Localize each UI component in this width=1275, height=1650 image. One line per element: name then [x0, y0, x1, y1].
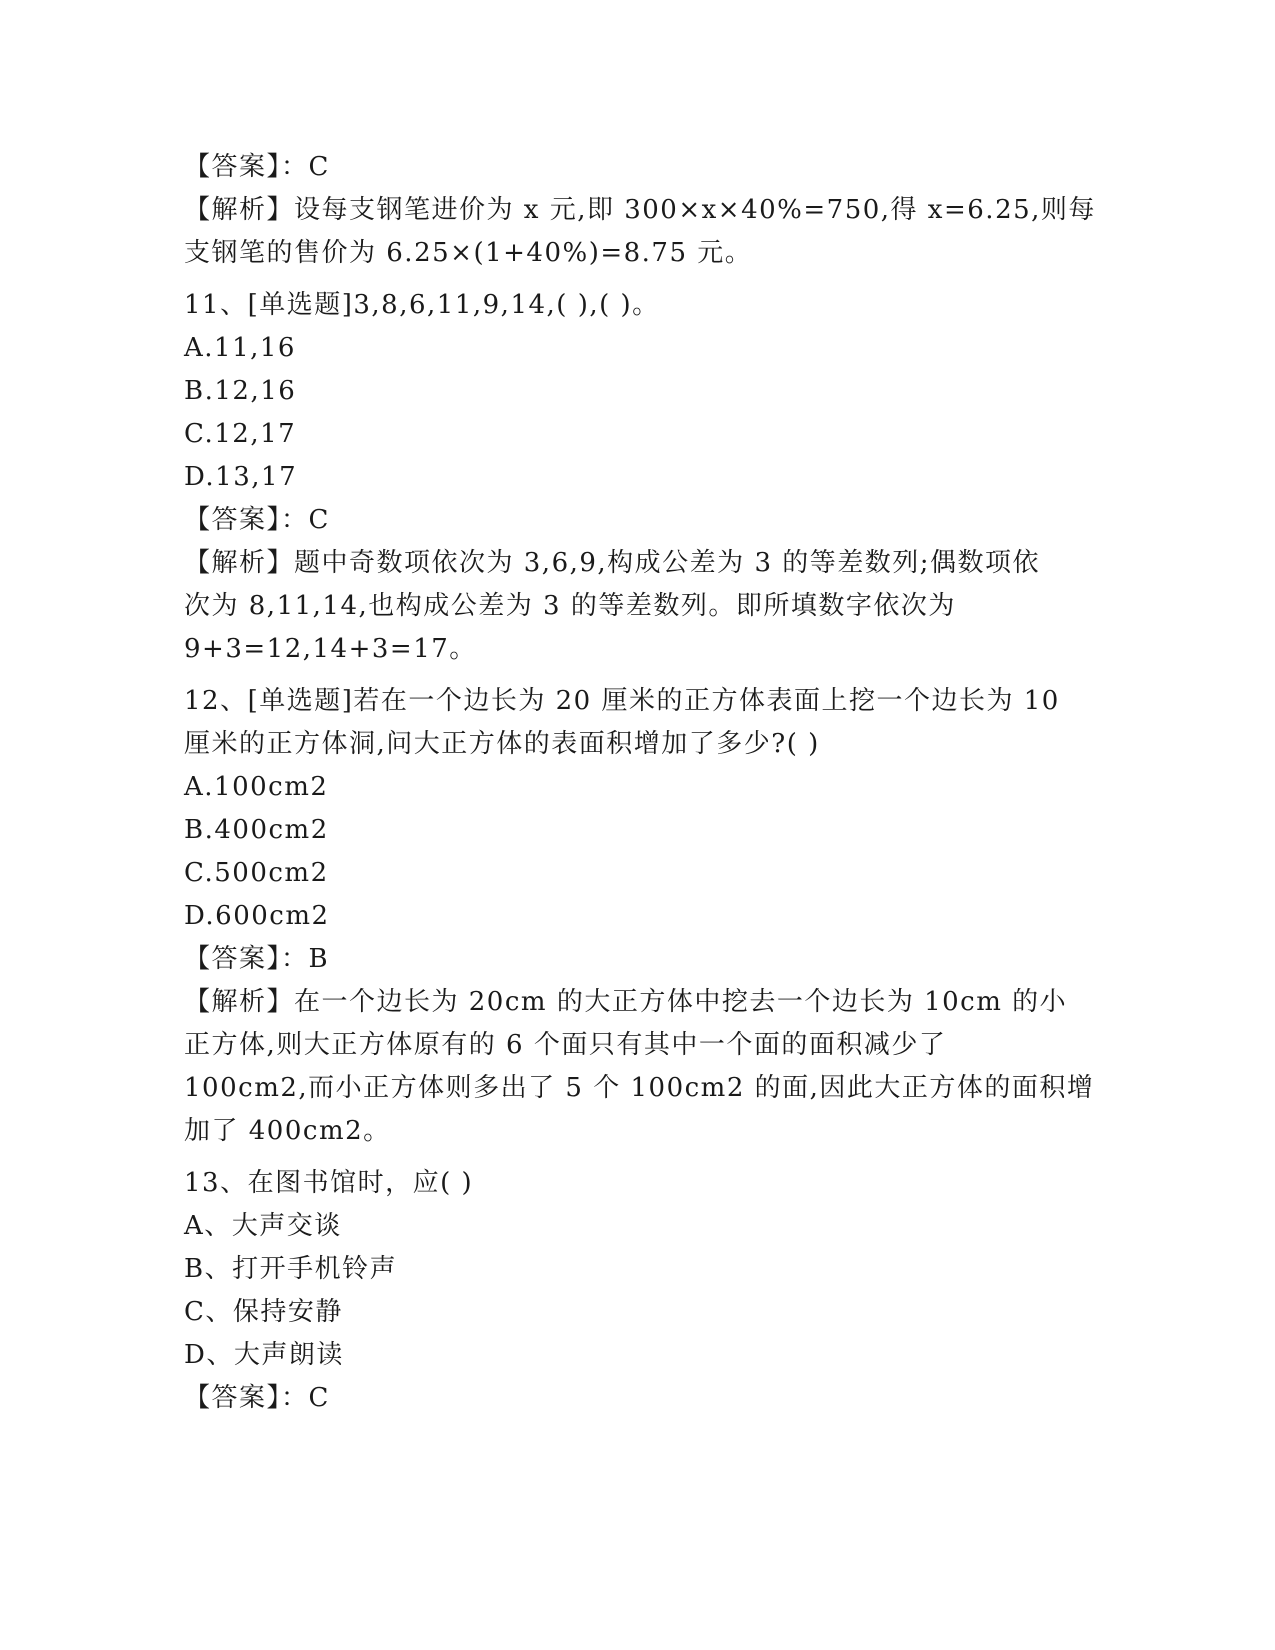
- option-c: C.12,17: [184, 419, 297, 449]
- option-d: D.13,17: [184, 462, 298, 492]
- question-stem: 12、[单选题]若在一个边长为 20 厘米的正方体表面上挖一个边长为 10: [184, 686, 1060, 716]
- analysis-line: 支钢笔的售价为 6.25×(1+40%)=8.75 元。: [184, 238, 753, 268]
- answer-line: 【答案】：C: [184, 152, 330, 182]
- option-b: B.12,16: [184, 376, 297, 406]
- answer-line: 【答案】：B: [184, 944, 330, 974]
- option-a: A.11,16: [184, 333, 296, 363]
- option-c: C、保持安静: [184, 1297, 343, 1327]
- question-12: [184, 680, 1095, 1153]
- option-a: A.100cm2: [184, 772, 329, 802]
- answer-line: 【答案】：C: [184, 505, 330, 535]
- analysis-line: 次为 8,11,14,也构成公差为 3 的等差数列。即所填数字依次为: [184, 591, 956, 621]
- analysis-line: 100cm2,而小正方体则多出了 5 个 100cm2 的面,因此大正方体的面积增: [184, 1073, 1095, 1103]
- option-b: B、打开手机铃声: [184, 1254, 398, 1284]
- document-page: [184, 146, 1096, 1420]
- question-11: [184, 284, 1084, 671]
- option-b: B.400cm2: [184, 815, 329, 845]
- question-stem: 厘米的正方体洞,问大正方体的表面积增加了多少?( ): [184, 729, 820, 759]
- question-13: [184, 1162, 1084, 1420]
- analysis-line: 加了 400cm2。: [184, 1116, 391, 1146]
- analysis-line: 【解析】题中奇数项依次为 3,6,9,构成公差为 3 的等差数列;偶数项依: [184, 548, 1041, 578]
- analysis-line: 正方体,则大正方体原有的 6 个面只有其中一个面的面积减少了: [184, 1030, 947, 1060]
- question-stem: 13、在图书馆时，应( ): [184, 1168, 474, 1198]
- option-c: C.500cm2: [184, 858, 329, 888]
- option-d: D、大声朗读: [184, 1340, 344, 1370]
- answer-line: 【答案】：C: [184, 1383, 330, 1413]
- analysis-line: 9+3=12,14+3=17。: [184, 634, 477, 664]
- question-stem: 11、[单选题]3,8,6,11,9,14,( ),( )。: [184, 290, 660, 320]
- analysis-line: 【解析】设每支钢笔进价为 x 元,即 300×x×40%=750,得 x=6.25,则每: [184, 195, 1096, 225]
- option-d: D.600cm2: [184, 901, 330, 931]
- analysis-line: 【解析】在一个边长为 20cm 的大正方体中挖去一个边长为 10cm 的小: [184, 987, 1068, 1017]
- option-a: A、大声交谈: [184, 1211, 342, 1241]
- question-10-tail: [184, 146, 1096, 275]
